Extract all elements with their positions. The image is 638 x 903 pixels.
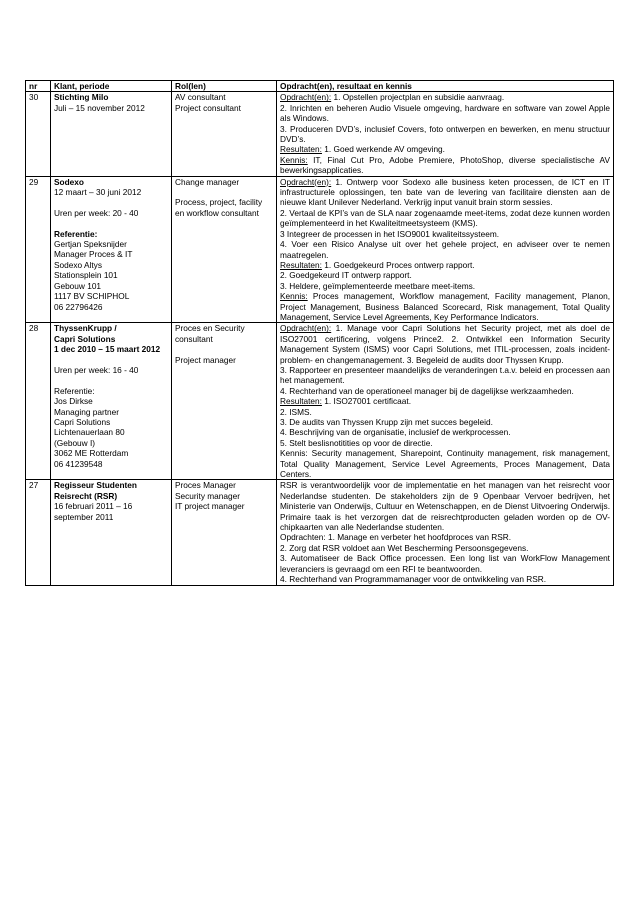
- reference-line: 3062 ME Rotterdam: [54, 448, 129, 459]
- role-line: Security manager: [175, 490, 241, 501]
- reference-line: Gebouw 101: [54, 280, 102, 291]
- assignment-line: 2. Inrichten en beheren Audio Visuele omgeving, hardware en software van zowel Apple als Windows.: [280, 102, 610, 124]
- assignment-line: 2. Zorg dat RSR voldoet aan Wet Bescherming Persoonsgegevens.: [280, 542, 529, 553]
- results-text: 1. ISO27001 certificaat.: [321, 396, 411, 407]
- role-line: Proces en Security consultant: [175, 323, 245, 344]
- assignment-line: 3. Automatiseer de Back Office processen. Een long list van WorkFlow Management leveranciers is gevraagd om een RFI te beantwoorden.: [280, 553, 610, 574]
- assignment-cell: [277, 480, 614, 585]
- knowledge-text: Security management, Sharepoint, Continuity management, risk management, Total Quality Management, Service Level Agreements, Proces Management, Data Centers.: [280, 448, 610, 480]
- header-rollen: Rol(len): [172, 81, 277, 92]
- knowledge-label: Kennis:: [280, 448, 308, 459]
- reference-line: Stationsplein 101: [54, 270, 118, 281]
- results-label: Resultaten:: [280, 396, 322, 407]
- assignment-line: 4. Rechterhand van de operationeel manager bij de dagelijkse werkzaamheden.: [280, 385, 574, 396]
- spacer: [175, 344, 273, 354]
- reference-line: (Gebouw I): [54, 437, 96, 448]
- client-name: Stichting Milo: [54, 92, 109, 103]
- results-text: 1. Goedgekeurd Proces ontwerp rapport.: [321, 259, 475, 270]
- spacer: [54, 197, 168, 207]
- assignment-line: 3. Rapporteer en presenteer maandelijks de veranderingen t.a.v. beleid en processen aan het management.: [280, 364, 610, 386]
- client-period-cell: [51, 323, 172, 480]
- client-period-cell: [51, 92, 172, 176]
- table-row: [26, 323, 614, 480]
- knowledge-line: [280, 291, 610, 322]
- assignment-line: 4. Rechterhand van Programmamanager voor de ontwikkeling van RSR.: [280, 574, 547, 585]
- role-line: Change manager: [175, 176, 240, 187]
- client-line: Uren per week: 20 - 40: [54, 207, 139, 218]
- row-number: 30: [26, 92, 51, 176]
- client-period: 1 dec 2010 – 15 maart 2012: [54, 344, 161, 355]
- assignment-line: RSR is verantwoordelijk voor de implementatie en het managen van het reisrecht voor Nederlandse studenten. De stakeholders zijn de 9 Openbaar Vervoer bedrijven, het Ministerie van Onderwijs, Cultuur en Wetenschappen, en de Dienst Uitvoering Onderwijs. Primaire taak is het verzorgen dat de reisrechtproducten geladen worden op de OV-chipkaarten van alle Nederlandse studenten.: [280, 480, 610, 533]
- spacer: [54, 375, 168, 385]
- assignment-label: Opdracht(en):: [280, 92, 332, 103]
- results-line: 4. Beschrijving van de organisatie, inclusief de werkprocessen.: [280, 427, 511, 438]
- results-line: 3. De audits van Thyssen Krupp zijn met succes begeleid.: [280, 417, 493, 427]
- role-line: Process, project, facility en workflow consultant: [175, 197, 263, 218]
- reference-line: Managing partner: [54, 406, 120, 417]
- assignment-line: 3 Integreer de processen in het ISO9001 kwaliteitssysteem.: [280, 228, 500, 239]
- cv-table: [25, 80, 614, 586]
- table-row: [26, 176, 614, 323]
- assignment-text: 1. Ontwerp voor Sodexo alle business keten processen, de ICT en IT infrastructurele oplossingen, ten bate van de levering van facilitaire diensten aan de nieuwe klant Unilever Nederland. Verkrijg input vanuit brain storm sessies.: [280, 176, 610, 208]
- client-name: Regisseur Studenten Reisrecht (RSR): [54, 480, 137, 501]
- assignment-label: Opdracht(en):: [280, 176, 332, 187]
- header-opdracht: Opdracht(en), resultaat en kennis: [277, 81, 614, 92]
- client-name: Sodexo: [54, 176, 84, 187]
- assignment-line: 4. Voer een Risico Analyse uit over het gehele project, en adviseer over te nemen maatregelen.: [280, 239, 610, 260]
- header-nr: nr: [26, 81, 51, 92]
- assignment-line: [280, 177, 610, 208]
- assignment-line: 3. Produceren DVD’s, inclusief Covers, foto ontwerpen en bewerken, en menu structuur DVD’s.: [280, 123, 610, 145]
- table-row: [26, 92, 614, 176]
- results-line: 5. Stelt beslisnotitities op voor de directie.: [280, 437, 433, 448]
- assignment-text: 1. Manage voor Capri Solutions het Security project, met als doel de ISO27001 certificering, volgens Prince2. 2. Ontwikkel een Information Security Management System (ISMS) voor Capri Solutions, met ITIL-processen, zoals incident- problem- en changemanagement. 3. Begeleid de audits door Thyssen Krupp.: [280, 323, 610, 365]
- client-period-cell: [51, 480, 172, 585]
- knowledge-line: [280, 155, 610, 176]
- role-line: Proces Manager: [175, 480, 236, 491]
- header-klant-periode: Klant, periode: [51, 81, 172, 92]
- reference-line: Manager Proces & IT: [54, 249, 133, 260]
- results-line: [280, 260, 610, 270]
- role-cell: [172, 176, 277, 323]
- knowledge-label: Kennis:: [280, 291, 308, 302]
- client-line: 12 maart – 30 juni 2012: [54, 187, 142, 198]
- knowledge-text: Proces management, Workflow management, Facility management, Planon, Project Management, Business Balanced Scorecard, Risk management, Total Quality Management, Service Level Agreements, Key Performance Indicators.: [280, 291, 610, 322]
- role-cell: [172, 323, 277, 480]
- knowledge-line: [280, 448, 610, 479]
- knowledge-text: IT, Final Cut Pro, Adobe Premiere, PhotoShop, diverse specialistische AV bewerkingsapplicaties.: [280, 154, 610, 176]
- results-text: 1. Goed werkende AV omgeving.: [321, 144, 445, 155]
- results-label: Resultaten:: [280, 259, 322, 270]
- results-label: Resultaten:: [280, 144, 322, 155]
- client-name: ThyssenKrupp /: [54, 323, 117, 334]
- row-number: 29: [26, 176, 51, 323]
- client-line: Uren per week: 16 - 40: [54, 364, 139, 375]
- role-cell: [172, 92, 277, 176]
- assignment-cell: [277, 92, 614, 176]
- reference-line: 06 22796426: [54, 301, 103, 312]
- assignment-text: 1. Opstellen projectplan en subsidie aanvraag.: [331, 92, 505, 103]
- assignment-line: Opdrachten: 1. Manage en verbeter het hoofdproces van RSR.: [280, 532, 512, 543]
- table-header-row: [26, 81, 614, 92]
- results-line: [280, 396, 610, 406]
- client-line: Juli – 15 november 2012: [54, 102, 145, 113]
- assignment-line: 2. Vertaal de KPI’s van de SLA naar zogenaamde meet-items, zodat deze kunnen worden geïmplementeerd in het Kwaliteitmeetsysteem (KMS).: [280, 207, 610, 229]
- reference-line: Jos Dirkse: [54, 396, 93, 407]
- table-row: [26, 480, 614, 585]
- spacer: [175, 187, 273, 197]
- row-number: 27: [26, 480, 51, 585]
- reference-label: Referentie:: [54, 385, 95, 396]
- client-name: Capri Solutions: [54, 333, 116, 344]
- reference-label: Referentie:: [54, 228, 98, 239]
- reference-line: 1117 BV SCHIPHOL: [54, 291, 130, 302]
- assignment-line: [280, 92, 610, 102]
- assignment-line: [280, 323, 610, 365]
- results-line: 3. Heldere, geïmplementeerde meetbare meet-items.: [280, 280, 476, 291]
- role-line: AV consultant: [175, 92, 226, 103]
- role-line: IT project manager: [175, 501, 245, 512]
- spacer: [54, 218, 168, 228]
- results-line: 2. Goedgekeurd IT ontwerp rapport.: [280, 270, 412, 281]
- client-period-cell: [51, 176, 172, 323]
- knowledge-label: Kennis:: [280, 154, 308, 165]
- role-line: Project manager: [175, 354, 236, 365]
- reference-line: Capri Solutions: [54, 416, 111, 427]
- assignment-cell: [277, 176, 614, 323]
- reference-line: 06 41239548: [54, 458, 103, 469]
- reference-line: Gertjan Speksnijder: [54, 239, 127, 250]
- role-cell: [172, 480, 277, 585]
- assignment-cell: [277, 323, 614, 480]
- row-number: 28: [26, 323, 51, 480]
- spacer: [54, 355, 168, 365]
- reference-line: Lichtenauerlaan 80: [54, 427, 125, 438]
- reference-line: Sodexo Altys: [54, 259, 102, 270]
- results-line: 2. ISMS.: [280, 406, 312, 417]
- client-line: 16 februari 2011 – 16 september 2011: [54, 501, 133, 522]
- role-line: Project consultant: [175, 102, 241, 113]
- assignment-label: Opdracht(en):: [280, 323, 332, 334]
- results-line: [280, 144, 610, 154]
